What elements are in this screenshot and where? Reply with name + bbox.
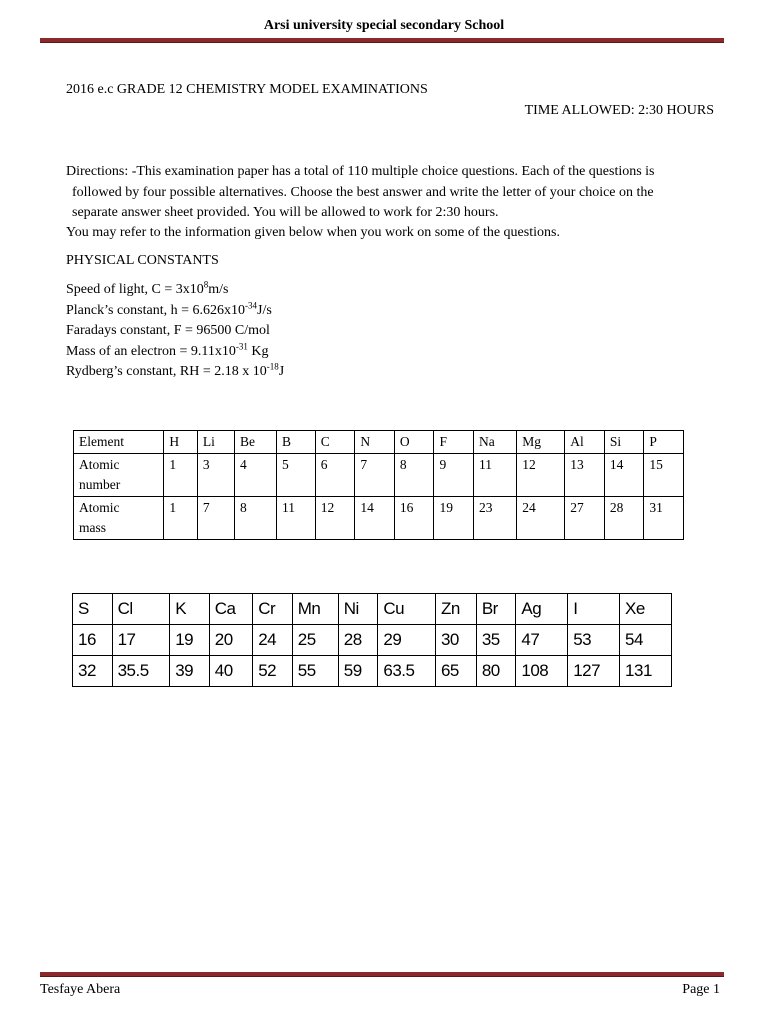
element-table-1 xyxy=(73,430,684,540)
atomic-mass: 63.5 xyxy=(378,656,436,687)
atomic-mass: 19 xyxy=(434,497,474,540)
atomic-number: 35 xyxy=(476,625,516,656)
table-row xyxy=(73,625,672,656)
exam-title: 2016 e.c GRADE 12 CHEMISTRY MODEL EXAMINATIONS xyxy=(66,82,428,97)
element-symbol: Ag xyxy=(516,594,568,625)
element-symbol: Ni xyxy=(338,594,378,625)
atomic-mass: 11 xyxy=(277,497,316,540)
table-row xyxy=(73,594,672,625)
element-symbol: Ca xyxy=(209,594,252,625)
table-row xyxy=(74,431,684,454)
atomic-mass: 59 xyxy=(338,656,378,687)
time-allowed: TIME ALLOWED: 2:30 HOURS xyxy=(524,103,714,118)
physical-constants xyxy=(66,280,284,383)
row-label-element: Element xyxy=(74,431,164,454)
atomic-mass: 23 xyxy=(474,497,517,540)
element-symbol: Br xyxy=(476,594,516,625)
element-symbol: I xyxy=(568,594,620,625)
directions xyxy=(66,162,716,224)
atomic-mass: 127 xyxy=(568,656,620,687)
table-row xyxy=(74,497,684,540)
row-label-atomic-number: Atomic number xyxy=(74,454,164,497)
element-symbol: Si xyxy=(604,431,644,454)
element-symbol: B xyxy=(277,431,316,454)
constant-speed-of-light: Speed of light, $C = 3x10^8m/s$ xyxy=(66,279,229,297)
atomic-number: 14 xyxy=(604,454,644,497)
footer-rule xyxy=(40,972,724,977)
atomic-mass: 7 xyxy=(197,497,234,540)
atomic-mass: 32 xyxy=(73,656,113,687)
footer-author: Tesfaye Abera xyxy=(40,982,121,997)
header-rule xyxy=(40,38,724,43)
atomic-mass: 108 xyxy=(516,656,568,687)
element-symbol: C xyxy=(315,431,355,454)
atomic-number: 16 xyxy=(73,625,113,656)
element-symbol: K xyxy=(170,594,210,625)
atomic-number: 13 xyxy=(565,454,605,497)
cut-off-text-fragment xyxy=(72,692,678,698)
element-symbol: Cl xyxy=(112,594,170,625)
atomic-number: 5 xyxy=(277,454,316,497)
constant-faraday: Faradays constant, F = 96500 C/mol xyxy=(66,323,270,338)
element-symbol: H xyxy=(164,431,198,454)
atomic-mass: 24 xyxy=(517,497,565,540)
element-symbol: F xyxy=(434,431,474,454)
element-symbol: P xyxy=(644,431,684,454)
atomic-number: 4 xyxy=(235,454,277,497)
atomic-number: 12 xyxy=(517,454,565,497)
element-symbol: Xe xyxy=(620,594,672,625)
atomic-number: 1 xyxy=(164,454,198,497)
element-symbol: O xyxy=(394,431,434,454)
row-label-atomic-mass: Atomic mass xyxy=(74,497,164,540)
atomic-number: 19 xyxy=(170,625,210,656)
refer-note: You may refer to the information given below when you work on some of the questions. xyxy=(66,225,560,240)
element-symbol: Li xyxy=(197,431,234,454)
constants-heading: PHYSICAL CONSTANTS xyxy=(66,253,219,268)
element-symbol: Mg xyxy=(517,431,565,454)
atomic-number: 7 xyxy=(355,454,395,497)
element-symbol: Be xyxy=(235,431,277,454)
atomic-number: 3 xyxy=(197,454,234,497)
atomic-mass: 8 xyxy=(235,497,277,540)
atomic-mass: 31 xyxy=(644,497,684,540)
constant-planck: Planck’s constant, $h = 6.626x10^{-34}J/s$ xyxy=(66,299,272,318)
atomic-mass: 65 xyxy=(435,656,476,687)
atomic-mass: 16 xyxy=(394,497,434,540)
atomic-number: 11 xyxy=(474,454,517,497)
atomic-mass: 28 xyxy=(604,497,644,540)
atomic-mass: 52 xyxy=(253,656,293,687)
directions-line-3: separate answer sheet provided. You will be allowed to work for 2:30 hours. xyxy=(72,205,499,220)
atomic-number: 17 xyxy=(112,625,170,656)
directions-line-2: followed by four possible alternatives. Choose the best answer and write the letter of your choice on the xyxy=(72,184,654,200)
element-symbol: Al xyxy=(565,431,605,454)
element-symbol: Cr xyxy=(253,594,293,625)
atomic-number: 28 xyxy=(338,625,378,656)
atomic-number: 8 xyxy=(394,454,434,497)
atomic-number: 25 xyxy=(292,625,338,656)
atomic-mass: 39 xyxy=(170,656,210,687)
atomic-mass: 55 xyxy=(292,656,338,687)
atomic-number: 54 xyxy=(620,625,672,656)
atomic-number: 15 xyxy=(644,454,684,497)
constant-rydberg: Rydberg’s constant, RH = 2.18 x $10^{-18}J$ xyxy=(66,361,285,379)
atomic-number: 6 xyxy=(315,454,355,497)
atomic-number: 53 xyxy=(568,625,620,656)
element-symbol: S xyxy=(73,594,113,625)
atomic-number: 29 xyxy=(378,625,436,656)
table-row xyxy=(73,656,672,687)
element-symbol: N xyxy=(355,431,395,454)
atomic-number: 9 xyxy=(434,454,474,497)
directions-line-1: Directions: -This examination paper has a total of 110 multiple choice questions. Each of the questions is xyxy=(66,164,655,179)
atomic-number: 20 xyxy=(209,625,252,656)
atomic-mass: 40 xyxy=(209,656,252,687)
atomic-mass: 14 xyxy=(355,497,395,540)
atomic-mass: 35.5 xyxy=(112,656,170,687)
atomic-number: 30 xyxy=(435,625,476,656)
element-symbol: Mn xyxy=(292,594,338,625)
atomic-mass: 131 xyxy=(620,656,672,687)
school-name: Arsi university special secondary School xyxy=(263,18,505,33)
atomic-number: 47 xyxy=(516,625,568,656)
footer-page-number: Page 1 xyxy=(682,982,720,997)
atomic-mass: 27 xyxy=(565,497,605,540)
table-row xyxy=(74,454,684,497)
atomic-mass: 12 xyxy=(315,497,355,540)
atomic-mass: 80 xyxy=(476,656,516,687)
constant-electron-mass: Mass of an electron = $9.11x10^{-31}$ Kg xyxy=(66,340,269,359)
element-symbol: Cu xyxy=(378,594,436,625)
atomic-mass: 1 xyxy=(164,497,198,540)
element-symbol: Zn xyxy=(435,594,476,625)
atomic-number: 24 xyxy=(253,625,293,656)
element-symbol: Na xyxy=(474,431,517,454)
element-table-2 xyxy=(72,593,672,687)
